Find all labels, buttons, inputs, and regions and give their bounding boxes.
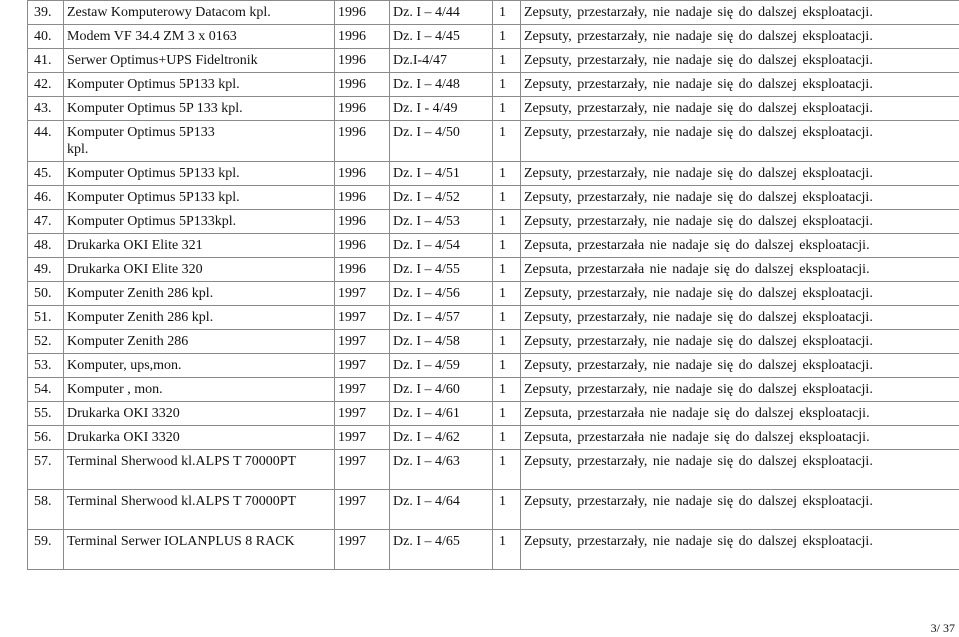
inventory-table [27,0,959,570]
item-condition: Zepsuta, przestarzała nie nadaje się do dalszej eksploatacji. [521,234,959,258]
item-quantity: 1 [493,49,521,73]
item-quantity: 1 [493,306,521,330]
item-year: 1996 [335,25,390,49]
item-year: 1997 [335,330,390,354]
row-number: 41. [28,49,64,73]
table-row [28,490,959,530]
row-number: 43. [28,97,64,121]
item-name: Terminal Sherwood kl.ALPS T 70000PT [64,450,335,490]
row-number: 58. [28,490,64,530]
row-number: 48. [28,234,64,258]
row-number: 47. [28,210,64,234]
item-condition: Zepsuty, przestarzały, nie nadaje się do dalszej eksploatacji. [521,378,959,402]
item-name: Komputer Optimus 5P133 kpl. [64,73,335,97]
table-row [28,378,959,402]
inventory-number: Dz. I – 4/44 [390,1,493,25]
row-number: 42. [28,73,64,97]
inventory-number: Dz. I – 4/60 [390,378,493,402]
item-name: Modem VF 34.4 ZM 3 x 0163 [64,25,335,49]
item-name: Komputer Optimus 5P 133 kpl. [64,97,335,121]
inventory-number: Dz. I – 4/48 [390,73,493,97]
table-row [28,426,959,450]
item-year: 1997 [335,282,390,306]
item-quantity: 1 [493,282,521,306]
row-number: 44. [28,121,64,162]
table-row [28,121,959,162]
item-quantity: 1 [493,530,521,570]
item-condition: Zepsuta, przestarzała nie nadaje się do dalszej eksploatacji. [521,402,959,426]
item-name: Komputer Optimus 5P133 kpl. [64,121,335,162]
item-quantity: 1 [493,378,521,402]
item-quantity: 1 [493,354,521,378]
inventory-number: Dz. I – 4/54 [390,234,493,258]
table-row [28,49,959,73]
item-condition: Zepsuty, przestarzały, nie nadaje się do dalszej eksploatacji. [521,354,959,378]
item-year: 1997 [335,402,390,426]
inventory-number: Dz. I – 4/53 [390,210,493,234]
row-number: 51. [28,306,64,330]
item-year: 1997 [335,306,390,330]
row-number: 52. [28,330,64,354]
table-row [28,330,959,354]
row-number: 54. [28,378,64,402]
item-year: 1996 [335,97,390,121]
item-condition: Zepsuty, przestarzały, nie nadaje się do dalszej eksploatacji. [521,306,959,330]
page-number: 3/ 37 [930,621,955,635]
item-name: Komputer Zenith 286 kpl. [64,282,335,306]
item-quantity: 1 [493,258,521,282]
item-quantity: 1 [493,402,521,426]
inventory-number: Dz. I – 4/45 [390,25,493,49]
item-name: Zestaw Komputerowy Datacom kpl. [64,1,335,25]
item-quantity: 1 [493,330,521,354]
item-condition: Zepsuty, przestarzały, nie nadaje się do dalszej eksploatacji. [521,1,959,25]
item-name: Drukarka OKI 3320 [64,426,335,450]
item-quantity: 1 [493,97,521,121]
row-number: 49. [28,258,64,282]
item-quantity: 1 [493,426,521,450]
item-year: 1996 [335,258,390,282]
row-number: 59. [28,530,64,570]
table-row [28,282,959,306]
item-name: Komputer Optimus 5P133 kpl. [64,186,335,210]
item-quantity: 1 [493,25,521,49]
table-row [28,306,959,330]
table-row [28,234,959,258]
item-quantity: 1 [493,234,521,258]
item-condition: Zepsuty, przestarzały, nie nadaje się do dalszej eksploatacji. [521,282,959,306]
item-name: Drukarka OKI 3320 [64,402,335,426]
item-year: 1997 [335,378,390,402]
item-condition: Zepsuty, przestarzały, nie nadaje się do dalszej eksploatacji. [521,530,959,570]
item-condition: Zepsuty, przestarzały, nie nadaje się do dalszej eksploatacji. [521,210,959,234]
item-name: Komputer Zenith 286 kpl. [64,306,335,330]
item-name: Komputer Optimus 5P133kpl. [64,210,335,234]
item-condition: Zepsuty, przestarzały, nie nadaje się do dalszej eksploatacji. [521,162,959,186]
item-year: 1996 [335,210,390,234]
row-number: 57. [28,450,64,490]
inventory-number: Dz. I – 4/55 [390,258,493,282]
item-name: Drukarka OKI Elite 320 [64,258,335,282]
item-condition: Zepsuta, przestarzała nie nadaje się do dalszej eksploatacji. [521,426,959,450]
item-quantity: 1 [493,73,521,97]
inventory-number: Dz. I – 4/61 [390,402,493,426]
row-number: 56. [28,426,64,450]
row-number: 53. [28,354,64,378]
row-number: 46. [28,186,64,210]
item-quantity: 1 [493,450,521,490]
inventory-number: Dz. I – 4/57 [390,306,493,330]
item-year: 1997 [335,530,390,570]
table-row [28,210,959,234]
table-row [28,162,959,186]
table-row [28,1,959,25]
item-quantity: 1 [493,162,521,186]
item-condition: Zepsuty, przestarzały, nie nadaje się do dalszej eksploatacji. [521,186,959,210]
inventory-number: Dz. I - 4/49 [390,97,493,121]
item-year: 1997 [335,490,390,530]
table-row [28,530,959,570]
table-row [28,450,959,490]
item-year: 1996 [335,49,390,73]
table-row [28,258,959,282]
item-condition: Zepsuta, przestarzała nie nadaje się do dalszej eksploatacji. [521,258,959,282]
item-year: 1996 [335,186,390,210]
item-condition: Zepsuty, przestarzały, nie nadaje się do dalszej eksploatacji. [521,450,959,490]
item-year: 1997 [335,354,390,378]
item-name: Drukarka OKI Elite 321 [64,234,335,258]
inventory-number: Dz. I – 4/58 [390,330,493,354]
item-name: Terminal Sherwood kl.ALPS T 70000PT [64,490,335,530]
table-row [28,354,959,378]
table-row [28,402,959,426]
item-year: 1997 [335,426,390,450]
item-condition: Zepsuty, przestarzały, nie nadaje się do dalszej eksploatacji. [521,73,959,97]
table-row [28,97,959,121]
item-year: 1996 [335,162,390,186]
inventory-number: Dz. I – 4/56 [390,282,493,306]
row-number: 50. [28,282,64,306]
item-name: Komputer Optimus 5P133 kpl. [64,162,335,186]
inventory-number: Dz. I – 4/64 [390,490,493,530]
item-condition: Zepsuty, przestarzały, nie nadaje się do dalszej eksploatacji. [521,49,959,73]
inventory-number: Dz. I – 4/59 [390,354,493,378]
item-name: Terminal Serwer IOLANPLUS 8 RACK [64,530,335,570]
item-quantity: 1 [493,121,521,162]
item-quantity: 1 [493,186,521,210]
row-number: 39. [28,1,64,25]
item-year: 1996 [335,73,390,97]
inventory-number: Dz.I-4/47 [390,49,493,73]
item-year: 1996 [335,121,390,162]
item-condition: Zepsuty, przestarzały, nie nadaje się do dalszej eksploatacji. [521,97,959,121]
table-row [28,73,959,97]
item-condition: Zepsuty, przestarzały, nie nadaje się do dalszej eksploatacji. [521,25,959,49]
row-number: 55. [28,402,64,426]
inventory-number: Dz. I – 4/52 [390,186,493,210]
inventory-number: Dz. I – 4/63 [390,450,493,490]
inventory-table-body [28,1,959,570]
inventory-number: Dz. I – 4/65 [390,530,493,570]
item-name: Komputer, ups,mon. [64,354,335,378]
item-name: Komputer Zenith 286 [64,330,335,354]
item-condition: Zepsuty, przestarzały, nie nadaje się do dalszej eksploatacji. [521,330,959,354]
inventory-number: Dz. I – 4/50 [390,121,493,162]
item-year: 1996 [335,234,390,258]
item-quantity: 1 [493,210,521,234]
inventory-number: Dz. I – 4/62 [390,426,493,450]
item-quantity: 1 [493,490,521,530]
table-row [28,186,959,210]
inventory-number: Dz. I – 4/51 [390,162,493,186]
row-number: 40. [28,25,64,49]
item-condition: Zepsuty, przestarzały, nie nadaje się do dalszej eksploatacji. [521,490,959,530]
table-row [28,25,959,49]
item-quantity: 1 [493,1,521,25]
item-name: Serwer Optimus+UPS Fideltronik [64,49,335,73]
item-name: Komputer , mon. [64,378,335,402]
item-condition: Zepsuty, przestarzały, nie nadaje się do dalszej eksploatacji. [521,121,959,162]
item-year: 1997 [335,450,390,490]
item-year: 1996 [335,1,390,25]
row-number: 45. [28,162,64,186]
